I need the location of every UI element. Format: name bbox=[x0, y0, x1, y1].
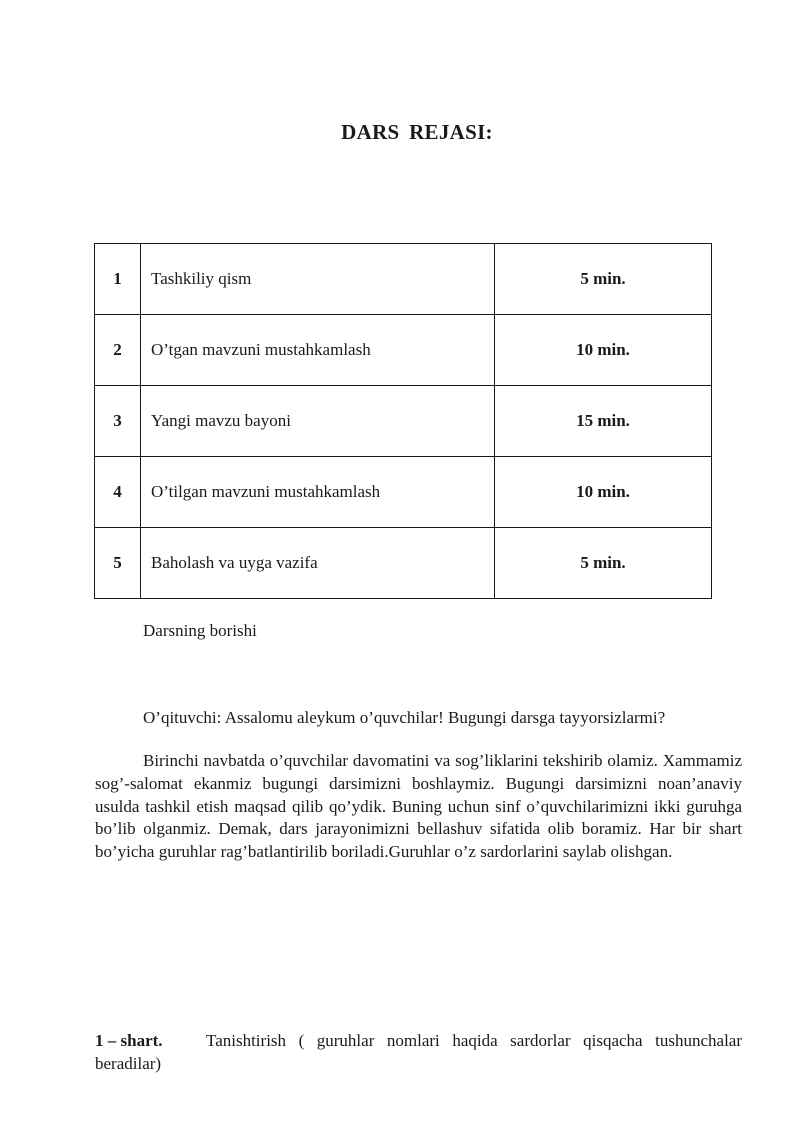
task-text: Tanishtirish ( guruhlar nomlari haqida sardorlar qisqacha tushunchalar beradilar) bbox=[95, 1031, 742, 1073]
table-row bbox=[95, 244, 712, 315]
row-stage: Tashkiliy qism bbox=[141, 244, 495, 315]
teacher-greeting: O’qituvchi: Assalomu aleykum o’quvchilar! Bugungi darsga tayyorsizlarmi? bbox=[143, 708, 666, 727]
task-label: 1 – shart. bbox=[95, 1031, 163, 1050]
row-number: 2 bbox=[95, 315, 141, 386]
row-stage: O’tilgan mavzuni mustahkamlash bbox=[141, 457, 495, 528]
page-title: DARS REJASI: bbox=[341, 120, 493, 144]
row-number: 3 bbox=[95, 386, 141, 457]
task-paragraph bbox=[95, 1030, 742, 1076]
row-number: 4 bbox=[95, 457, 141, 528]
row-duration: 5 min. bbox=[495, 244, 712, 315]
body-paragraph: Birinchi navbatda o’quvchilar davomatini va sog’liklarini tekshirib olamiz. Xammamiz sog’-salomat ekanmiz bugungi darsimizni boshlaymiz. Bugungi darsimizni noan’anaviy usulda tashkil etish maqsad qilib qo’ydik. Buning uchun sinf o’quvchilarimizni ikki guruhga bo’lib olganmiz. Demak, dars jarayonimizni bellashuv sifatida olib boramiz. Har bir shart bo’yicha guruhlar rag’batlantirilib boriladi.Guruhlar o’z sardorlarini saylab olishgan. bbox=[95, 751, 742, 862]
table-row bbox=[95, 315, 712, 386]
row-duration: 10 min. bbox=[495, 457, 712, 528]
section-subheading: Darsning borishi bbox=[143, 621, 257, 640]
table-row bbox=[95, 528, 712, 599]
lesson-plan-table bbox=[94, 243, 712, 599]
table-row bbox=[95, 386, 712, 457]
row-stage: O’tgan mavzuni mustahkamlash bbox=[141, 315, 495, 386]
table-row bbox=[95, 457, 712, 528]
row-number: 5 bbox=[95, 528, 141, 599]
row-stage: Baholash va uyga vazifa bbox=[141, 528, 495, 599]
row-duration: 10 min. bbox=[495, 315, 712, 386]
row-duration: 15 min. bbox=[495, 386, 712, 457]
row-duration: 5 min. bbox=[495, 528, 712, 599]
row-number: 1 bbox=[95, 244, 141, 315]
row-stage: Yangi mavzu bayoni bbox=[141, 386, 495, 457]
